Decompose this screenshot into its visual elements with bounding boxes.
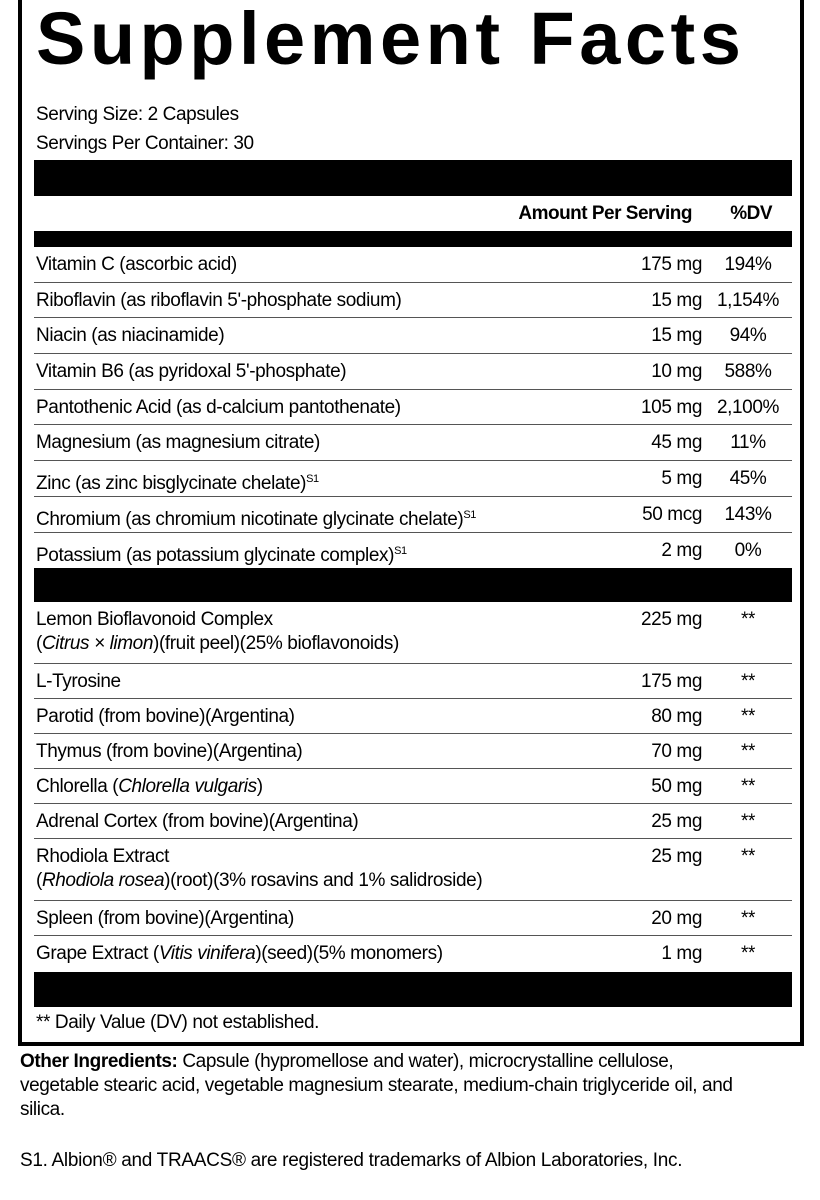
daily-value: **	[741, 741, 755, 762]
ingredient-label: Potassium (as potassium glycinate complex)	[36, 544, 395, 566]
ingredient-label: Vitamin C (ascorbic acid)	[36, 254, 237, 275]
ingredient-label: Vitamin B6 (as pyridoxal 5'-phosphate)	[36, 361, 347, 383]
latin-name: Rhodiola rosea	[41, 870, 165, 891]
ingredient-name	[36, 396, 401, 420]
table-row	[34, 247, 792, 283]
table-row	[34, 602, 792, 664]
amount: 25 mg	[651, 811, 702, 832]
ingredient-label: Spleen (from bovine)(Argentina)	[36, 908, 294, 929]
divider-bar	[34, 972, 792, 1007]
ingredient-label: Chromium (as chromium nicotinate glycinate chelate)	[36, 508, 464, 530]
ingredient-label: L-Tyrosine	[36, 671, 121, 692]
daily-value: 0%	[734, 539, 762, 561]
ingredient-label: Parotid (from bovine)(Argentina)	[36, 706, 295, 727]
column-header	[34, 200, 792, 230]
ingredient-name	[36, 467, 319, 496]
other-ingredients-label: Other Ingredients:	[20, 1051, 178, 1072]
trademark-note: S1. Albion® and TRAACS® are registered trademarks of Albion Laboratories, Inc.	[20, 1150, 683, 1171]
amount: 175 mg	[641, 254, 702, 275]
ingredient-name	[36, 845, 482, 893]
servings-per-container: Servings Per Container: 30	[36, 133, 254, 154]
daily-value: **	[741, 609, 755, 630]
daily-value: 94%	[729, 325, 767, 347]
table-row	[34, 461, 792, 497]
other-ingredients-list	[34, 602, 792, 971]
amount: 225 mg	[641, 609, 702, 630]
daily-value: **	[741, 776, 755, 797]
ingredient-name	[36, 289, 401, 313]
ingredient-name	[36, 324, 224, 348]
amount: 25 mg	[651, 846, 702, 867]
latin-name: Chlorella vulgaris	[118, 776, 257, 797]
amount: 20 mg	[651, 908, 702, 929]
serving-size: Serving Size: 2 Capsules	[36, 104, 239, 125]
ingredient-name	[36, 360, 346, 384]
ingredient-name	[36, 705, 295, 729]
other-ingredients	[20, 1050, 740, 1122]
amount: 80 mg	[651, 706, 702, 727]
table-row	[34, 283, 792, 319]
ingredient-label: Magnesium (as magnesium citrate)	[36, 432, 320, 454]
ingredient-detail: )(fruit peel)(25% bioflavonoids)	[153, 633, 399, 654]
daily-value: 2,100%	[716, 396, 780, 418]
amount: 15 mg	[651, 325, 702, 347]
daily-value: 45%	[729, 468, 767, 490]
footnote-ref: S1	[306, 473, 319, 486]
divider-bar	[34, 160, 792, 196]
ingredient-name	[36, 810, 358, 834]
daily-value: 11%	[730, 432, 766, 454]
other-ingredients-text: Capsule (hypromellose and water), microcrystalline cellulose, vegetable stearic acid, vegetable magnesium stearate, medium-chain triglyceride oil, and silica.	[20, 1051, 733, 1120]
ingredient-label: Lemon Bioflavonoid Complex	[36, 609, 273, 630]
amount: 50 mcg	[642, 503, 702, 525]
ingredient-name	[36, 775, 263, 799]
ingredient-name	[36, 503, 476, 532]
daily-value: **	[741, 706, 755, 727]
ingredient-name	[36, 431, 320, 455]
ingredient-label: Riboflavin (as riboflavin 5'-phosphate sodium)	[36, 289, 402, 311]
latin-name: Vitis vinifera	[158, 943, 256, 964]
dv-footnote: ** Daily Value (DV) not established.	[36, 1012, 320, 1033]
amount: 45 mg	[651, 432, 702, 454]
ingredient-label: Adrenal Cortex (from bovine)(Argentina)	[36, 811, 359, 832]
table-row	[34, 425, 792, 461]
table-row	[34, 769, 792, 804]
table-row	[34, 901, 792, 936]
table-row	[34, 936, 792, 971]
ingredient-label: Niacin (as niacinamide)	[36, 325, 225, 347]
amount: 50 mg	[651, 776, 702, 797]
ingredient-detail: (	[36, 870, 42, 891]
daily-value: 588%	[724, 361, 772, 383]
ingredient-name	[36, 539, 407, 568]
ingredient-name	[36, 253, 237, 277]
divider-bar	[34, 231, 792, 247]
ingredient-label-suffix: )(seed)(5% monomers)	[255, 943, 443, 964]
daily-value: 143%	[724, 503, 772, 525]
ingredient-name	[36, 670, 121, 694]
panel-title: Supplement Facts	[36, 0, 746, 80]
daily-value: **	[741, 671, 755, 692]
ingredient-label: Thymus (from bovine)(Argentina)	[36, 741, 303, 762]
amount: 5 mg	[661, 468, 702, 490]
amount: 1 mg	[661, 943, 702, 964]
table-row	[34, 497, 792, 533]
amount: 105 mg	[641, 396, 702, 418]
amount: 2 mg	[661, 539, 702, 561]
ingredient-detail: (	[36, 633, 42, 654]
latin-name: Citrus × limon	[41, 633, 154, 654]
ingredient-label: Pantothenic Acid (as d-calcium pantothenate)	[36, 396, 401, 418]
footnote-ref: S1	[394, 544, 407, 557]
divider-bar	[34, 568, 792, 602]
amount: 70 mg	[651, 741, 702, 762]
table-row	[34, 699, 792, 734]
table-row	[34, 804, 792, 839]
table-row	[34, 318, 792, 354]
daily-value: **	[741, 811, 755, 832]
table-row	[34, 664, 792, 699]
ingredient-label: Rhodiola Extract	[36, 846, 170, 867]
amount: 10 mg	[651, 361, 702, 383]
ingredient-label-suffix: )	[256, 776, 263, 797]
table-row	[34, 354, 792, 390]
daily-value: **	[741, 908, 755, 929]
ingredient-label: Chlorella (	[36, 776, 119, 797]
dv-header: %DV	[730, 203, 772, 224]
vitamins-minerals-list	[34, 247, 792, 568]
ingredient-label: Grape Extract (	[36, 943, 159, 964]
daily-value: 1,154%	[716, 289, 780, 311]
ingredient-name	[36, 740, 302, 764]
amount: 15 mg	[651, 289, 702, 311]
supplement-facts-panel	[18, 0, 804, 1046]
table-row	[34, 839, 792, 901]
amount-header: Amount Per Serving	[518, 203, 692, 224]
ingredient-name	[36, 907, 294, 931]
footnote-ref: S1	[463, 508, 476, 521]
ingredient-label: Zinc (as zinc bisglycinate chelate)	[36, 473, 307, 495]
ingredient-name	[36, 942, 443, 966]
daily-value: 194%	[724, 254, 772, 275]
table-row	[34, 390, 792, 426]
table-row	[34, 734, 792, 769]
ingredient-name	[36, 608, 399, 656]
daily-value: **	[741, 846, 755, 867]
ingredient-detail: )(root)(3% rosavins and 1% salidroside)	[164, 870, 483, 891]
daily-value: **	[741, 943, 755, 964]
table-row	[34, 533, 792, 569]
amount: 175 mg	[641, 671, 702, 692]
